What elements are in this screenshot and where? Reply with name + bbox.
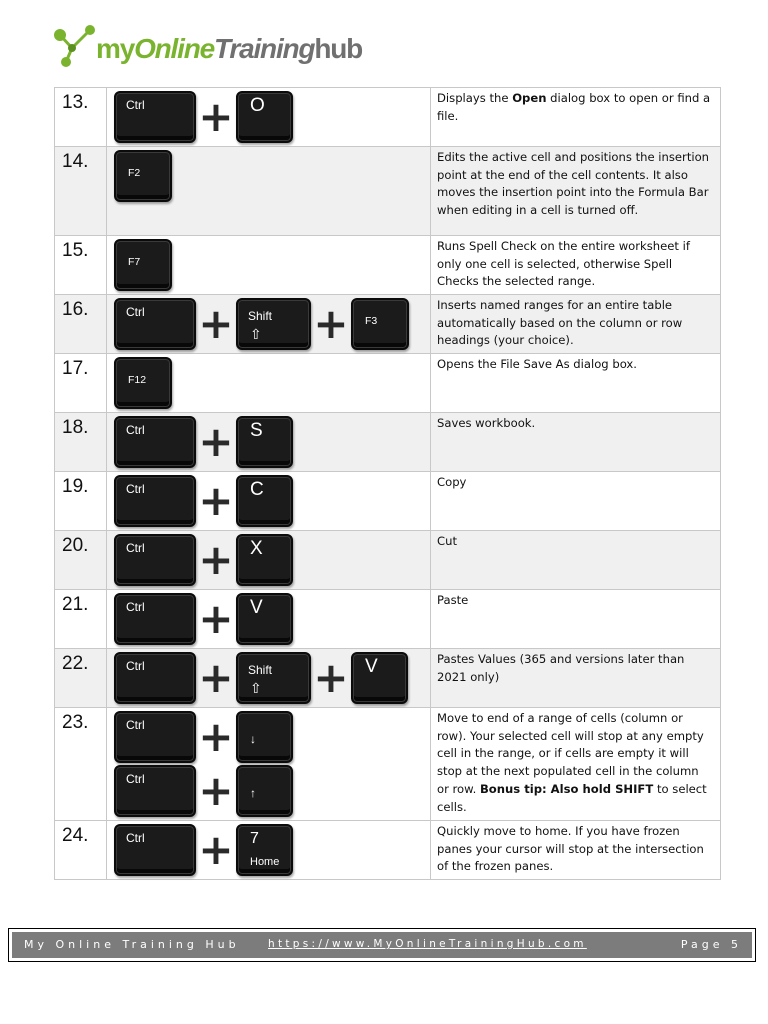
table-row bbox=[55, 531, 721, 590]
ctrl-key bbox=[114, 711, 196, 763]
key-combination bbox=[107, 295, 431, 354]
plus-icon: + bbox=[198, 766, 234, 815]
ctrl-key bbox=[114, 765, 196, 817]
key-line bbox=[114, 651, 430, 705]
row-number: 15. bbox=[55, 236, 107, 295]
key-combination bbox=[107, 708, 431, 821]
key-combination bbox=[107, 472, 431, 531]
footer-page-number: Page 5 bbox=[680, 938, 742, 951]
row-number: 16. bbox=[55, 295, 107, 354]
table-row bbox=[55, 821, 721, 880]
shift-arrow-icon: ⇧ bbox=[250, 326, 262, 342]
key-combination bbox=[107, 821, 431, 880]
key-combination bbox=[107, 88, 431, 147]
row-number: 19. bbox=[55, 472, 107, 531]
row-number: 24. bbox=[55, 821, 107, 880]
f7-key bbox=[114, 239, 172, 291]
row-number: 13. bbox=[55, 88, 107, 147]
description-text: Opens the File Save As dialog box. bbox=[437, 357, 637, 371]
shortcut-description bbox=[431, 236, 721, 295]
row-number: 17. bbox=[55, 354, 107, 413]
table-row bbox=[55, 354, 721, 413]
key-label: Ctrl bbox=[126, 482, 145, 496]
key-line bbox=[114, 90, 430, 144]
key-label: Ctrl bbox=[126, 772, 145, 786]
table-row bbox=[55, 295, 721, 354]
shortcut-description bbox=[431, 590, 721, 649]
key-label: Ctrl bbox=[126, 659, 145, 673]
plus-icon: + bbox=[198, 92, 234, 141]
ctrl-key bbox=[114, 534, 196, 586]
table-row bbox=[55, 708, 721, 821]
key-label: 7 bbox=[250, 830, 259, 847]
key-line bbox=[114, 297, 430, 351]
ctrl-key bbox=[114, 824, 196, 876]
plus-icon: + bbox=[313, 299, 349, 348]
row-number: 23. bbox=[55, 708, 107, 821]
description-text: Copy bbox=[437, 475, 467, 489]
table-row bbox=[55, 472, 721, 531]
shortcut-description bbox=[431, 708, 721, 821]
key-line bbox=[114, 149, 430, 203]
shortcut-description bbox=[431, 147, 721, 236]
key-label: V bbox=[365, 656, 378, 677]
arrow-up-key bbox=[236, 765, 293, 817]
arrow-down-icon: ↓ bbox=[250, 732, 256, 746]
v-key bbox=[236, 593, 293, 645]
arrow-up-icon: ↑ bbox=[250, 786, 256, 800]
ctrl-key bbox=[114, 298, 196, 350]
key-line bbox=[114, 592, 430, 646]
plus-icon: + bbox=[198, 712, 234, 761]
key-label: Ctrl bbox=[126, 423, 145, 437]
plus-icon: + bbox=[198, 653, 234, 702]
key-label: X bbox=[250, 538, 263, 559]
key-line bbox=[114, 474, 430, 528]
key-label: Ctrl bbox=[126, 541, 145, 555]
table-row bbox=[55, 413, 721, 472]
key-label: V bbox=[250, 597, 263, 618]
shortcut-description bbox=[431, 531, 721, 590]
row-number: 18. bbox=[55, 413, 107, 472]
plus-icon: + bbox=[198, 535, 234, 584]
key-label: C bbox=[250, 479, 264, 500]
shift-key bbox=[236, 298, 311, 350]
key-combination bbox=[107, 147, 431, 236]
row-number: 14. bbox=[55, 147, 107, 236]
s-key bbox=[236, 416, 293, 468]
key-label: Shift bbox=[248, 663, 273, 677]
logo bbox=[50, 22, 390, 70]
key-line bbox=[114, 533, 430, 587]
shortcut-table bbox=[54, 87, 721, 880]
key-label: Ctrl bbox=[126, 831, 145, 845]
key-line bbox=[114, 415, 430, 469]
description-text: Move to end of a range of cells (column or row). Your selected cell will stop at any empty cell in the range, or if cells are empty it will stop at the next populated cell in the column or row. bbox=[437, 711, 704, 796]
table-row bbox=[55, 649, 721, 708]
shortcut-description bbox=[431, 354, 721, 413]
row-number: 22. bbox=[55, 649, 107, 708]
table-row bbox=[55, 147, 721, 236]
key-label: S bbox=[250, 420, 263, 441]
key-label: F7 bbox=[128, 256, 141, 268]
key-label: O bbox=[250, 95, 265, 116]
description-text: Edits the active cell and positions the insertion point at the end of the cell contents. It also moves the insertion point into the Formula Bar when editing in a cell is turned off. bbox=[437, 150, 710, 218]
f2-key bbox=[114, 150, 172, 202]
key-label: Ctrl bbox=[126, 305, 145, 319]
shortcut-description bbox=[431, 821, 721, 880]
f3-key bbox=[351, 298, 409, 350]
logo-wordmark: myOnlineTraininghub bbox=[96, 33, 363, 64]
key-line bbox=[114, 356, 430, 410]
molecule-icon bbox=[50, 22, 98, 70]
key-label: Ctrl bbox=[126, 718, 145, 732]
arrow-down-key bbox=[236, 711, 293, 763]
key-label: F3 bbox=[365, 315, 378, 327]
shift-key bbox=[236, 652, 311, 704]
key-line bbox=[114, 764, 430, 818]
plus-icon: + bbox=[198, 825, 234, 874]
shortcut-description bbox=[431, 413, 721, 472]
description-text: Displays the bbox=[437, 91, 513, 105]
table-row bbox=[55, 236, 721, 295]
description-text: Cut bbox=[437, 534, 457, 548]
plus-icon: + bbox=[313, 653, 349, 702]
description-text: Pastes Values (365 and versions later than 2021 only) bbox=[437, 652, 685, 684]
table-row bbox=[55, 88, 721, 147]
key-combination bbox=[107, 413, 431, 472]
description-bold-text: Bonus tip: Also hold SHIFT bbox=[479, 781, 654, 796]
table-row bbox=[55, 590, 721, 649]
key-combination bbox=[107, 236, 431, 295]
plus-icon: + bbox=[198, 476, 234, 525]
description-text: to select cells. bbox=[437, 781, 707, 814]
key-combination bbox=[107, 354, 431, 413]
description-text: Runs Spell Check on the entire worksheet if only one cell is selected, otherwise Spell Checks the selected range. bbox=[437, 239, 690, 289]
key-combination bbox=[107, 531, 431, 590]
description-text: Saves workbook. bbox=[437, 416, 536, 430]
description-bold-text: Open bbox=[512, 91, 547, 105]
shortcut-description bbox=[431, 88, 721, 147]
key-label: Shift bbox=[248, 309, 273, 323]
shortcut-description bbox=[431, 472, 721, 531]
f12-key bbox=[114, 357, 172, 409]
shortcut-description bbox=[431, 649, 721, 708]
description-text: Paste bbox=[437, 593, 469, 607]
plus-icon: + bbox=[198, 299, 234, 348]
footer-url-link[interactable]: https://www.MyOnlineTrainingHub.com bbox=[268, 938, 587, 950]
key-line bbox=[114, 823, 430, 877]
x-key bbox=[236, 534, 293, 586]
description-text: Inserts named ranges for an entire table automatically based on the column or row headings (your choice). bbox=[437, 298, 683, 348]
ctrl-key bbox=[114, 91, 196, 143]
key-label: F12 bbox=[128, 374, 147, 386]
key-label: Ctrl bbox=[126, 98, 145, 112]
ctrl-key bbox=[114, 475, 196, 527]
page-footer bbox=[8, 928, 756, 962]
key-label: F2 bbox=[128, 167, 141, 179]
ctrl-key bbox=[114, 416, 196, 468]
key-combination bbox=[107, 590, 431, 649]
o-key bbox=[236, 91, 293, 143]
key-label: Ctrl bbox=[126, 600, 145, 614]
description-text: Quickly move to home. If you have frozen panes your cursor will stop at the intersection of the frozen panes. bbox=[437, 824, 704, 874]
ctrl-key bbox=[114, 652, 196, 704]
description-text: dialog box to open or find a file. bbox=[437, 91, 711, 123]
key-combination bbox=[107, 649, 431, 708]
v-key bbox=[351, 652, 408, 704]
c-key bbox=[236, 475, 293, 527]
ctrl-key bbox=[114, 593, 196, 645]
plus-icon: + bbox=[198, 594, 234, 643]
footer-site-name: My Online Training Hub bbox=[24, 938, 240, 951]
shift-arrow-icon: ⇧ bbox=[250, 680, 262, 696]
row-number: 20. bbox=[55, 531, 107, 590]
shortcut-description bbox=[431, 295, 721, 354]
key-sublabel: Home bbox=[250, 856, 280, 868]
row-number: 21. bbox=[55, 590, 107, 649]
key-line bbox=[114, 238, 430, 292]
home-7-key bbox=[236, 824, 293, 876]
key-line bbox=[114, 710, 430, 764]
plus-icon: + bbox=[198, 417, 234, 466]
